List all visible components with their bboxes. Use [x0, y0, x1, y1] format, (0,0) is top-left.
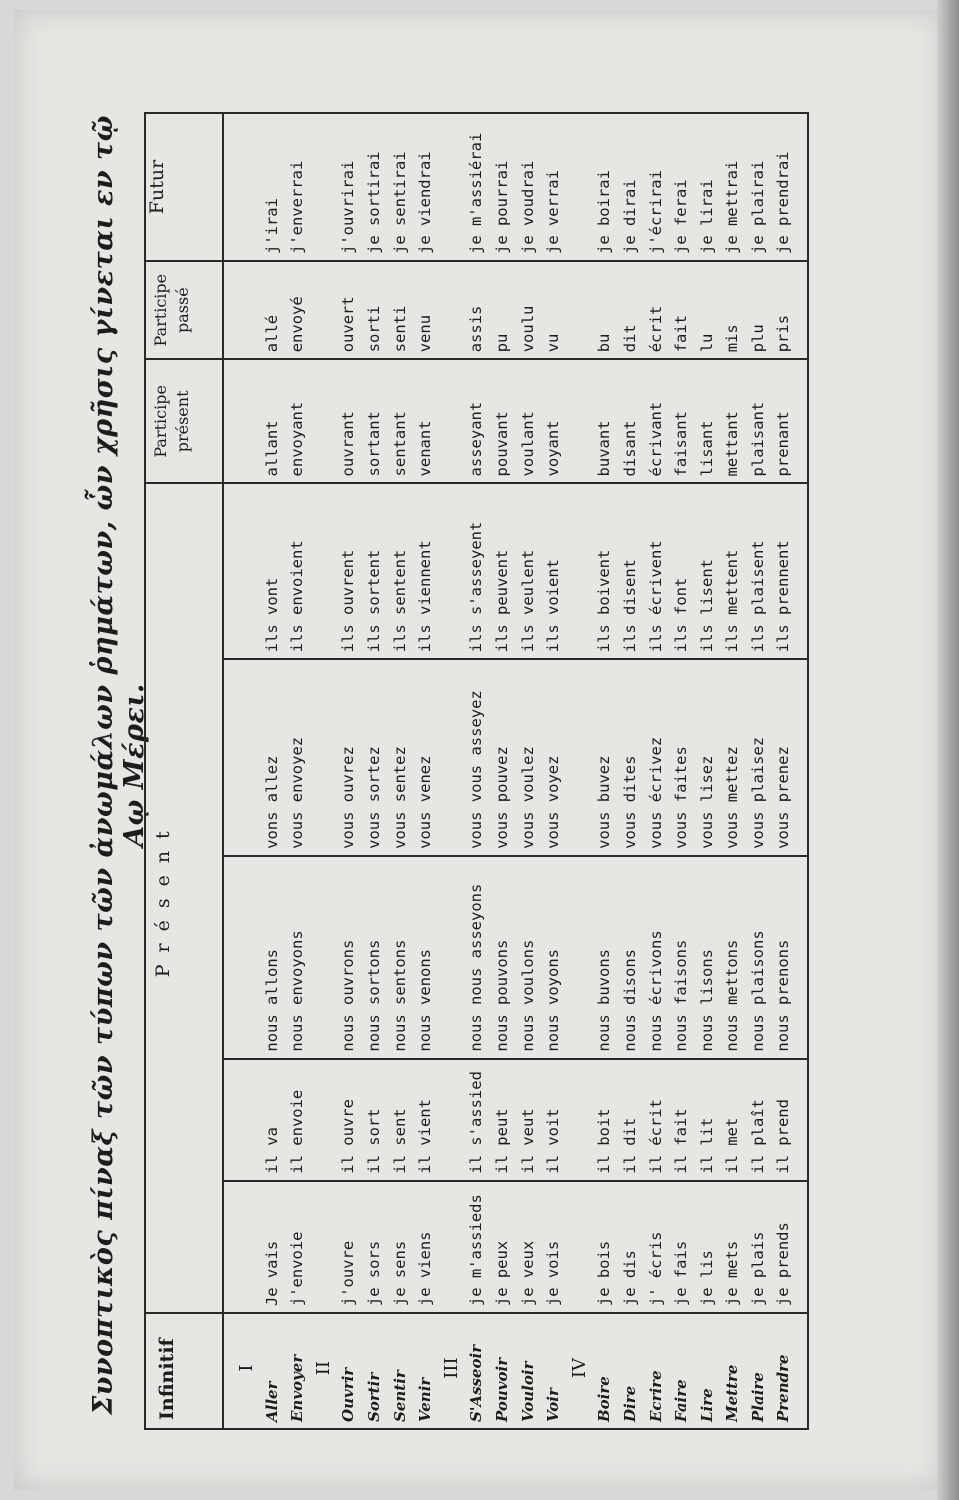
cell-ppres-12: voyant: [544, 420, 563, 477]
cell-futur-18: je lirai: [697, 179, 716, 255]
cell-p4-1: vons allez: [262, 755, 281, 849]
cell-p4-8: [439, 660, 465, 855]
cell-p4-15: vous dites: [620, 755, 639, 849]
cell-infinitif-0: I: [236, 1364, 257, 1372]
cell-p5-9: ils s'asseyent: [467, 521, 486, 653]
cell-p1-9: je m'assieds: [467, 1194, 486, 1307]
cell-p3-5: nous sortons: [364, 939, 383, 1052]
cell-ppres-20: plaisant: [748, 401, 767, 477]
cell-futur-16: j'écrirai: [646, 170, 665, 255]
cell-p3-13: [567, 857, 593, 1058]
cell-p2-12: il voit: [544, 1108, 563, 1174]
cell-futur-9: je m'assiérai: [467, 132, 486, 255]
cell-p2-11: il veut: [518, 1108, 537, 1174]
cell-p1-6: je sens: [390, 1240, 409, 1307]
cell-infinitif-1: Aller: [262, 1381, 281, 1422]
verb-table: [144, 112, 809, 1430]
cell-p2-8: [439, 1060, 465, 1180]
cell-p3-21: nous prenons: [774, 939, 793, 1052]
cell-ppasse-20: plu: [748, 324, 767, 353]
cell-p5-3: [311, 484, 337, 658]
cell-ppasse-7: venu: [416, 314, 435, 353]
cell-ppasse-10: pu: [492, 333, 511, 353]
cell-p2-21: il prend: [774, 1099, 793, 1174]
cell-p4-18: vous lisez: [697, 755, 716, 849]
cell-infinitif-16: Ecrire: [646, 1370, 665, 1422]
header-participe-present: [145, 359, 223, 483]
column-futur: [223, 113, 808, 261]
cell-ppasse-8: [439, 262, 465, 358]
cell-ppasse-17: fait: [672, 314, 691, 353]
cell-p4-0: [234, 660, 260, 855]
cell-p1-11: je veux: [518, 1240, 537, 1307]
cell-ppasse-18: lu: [697, 333, 716, 353]
cell-p5-1: ils vont: [262, 577, 281, 653]
cell-p1-1: Je vais: [262, 1240, 281, 1307]
cell-infinitif-15: Dire: [620, 1385, 639, 1422]
cell-ppasse-3: [311, 262, 337, 358]
cell-p3-7: nous venons: [416, 948, 435, 1052]
cell-p5-2: ils envoient: [288, 540, 307, 653]
cell-ppasse-2: envoyé: [288, 296, 307, 353]
cell-p1-12: je vois: [544, 1240, 563, 1307]
cell-ppres-9: asseyant: [467, 401, 486, 477]
cell-p2-19: il met: [723, 1117, 742, 1174]
cell-infinitif-2: Envoyer: [288, 1354, 307, 1422]
cell-p2-4: il ouvre: [339, 1099, 358, 1174]
cell-p1-20: je plais: [748, 1231, 767, 1307]
column-present-ils: [223, 483, 808, 659]
cell-p1-14: je bois: [595, 1240, 614, 1307]
cell-p4-9: vous vous asseyez: [467, 690, 486, 849]
cell-ppasse-15: dit: [620, 324, 639, 353]
cell-ppasse-5: sorti: [364, 305, 383, 353]
column-participe-present: [223, 359, 808, 483]
cell-p1-8: [439, 1182, 465, 1312]
page-title: Συνοπτικὸς πίναξ τῶν τύπων τῶν ἀνωμάλων ῥημάτων, ὧν χρῆσις γίνεται εν τῷ Αῳ Μέρει.: [88, 115, 150, 1415]
cell-p3-4: nous ouvrons: [339, 939, 358, 1052]
cell-futur-10: je pourrai: [492, 160, 511, 255]
cell-p2-5: il sort: [364, 1108, 383, 1174]
column-present-je: [223, 1181, 808, 1313]
cell-ppasse-1: allé: [262, 314, 281, 353]
cell-ppasse-0: [234, 262, 260, 358]
cell-p4-20: vous plaisez: [748, 736, 767, 849]
cell-ppres-19: mettant: [723, 411, 742, 477]
header-futur: Futur: [145, 113, 223, 261]
cell-p1-0: [234, 1182, 260, 1312]
cell-p4-21: vous prenez: [774, 746, 793, 849]
cell-p5-17: ils font: [672, 577, 691, 653]
cell-infinitif-10: Pouvoir: [492, 1357, 511, 1422]
column-infinitif: [223, 1313, 808, 1429]
cell-p4-12: vous voyez: [544, 755, 563, 849]
cell-infinitif-7: Venir: [416, 1377, 435, 1422]
cell-p2-6: il sent: [390, 1108, 409, 1174]
cell-infinitif-19: Mettre: [723, 1364, 742, 1422]
cell-p4-5: vous sortez: [364, 746, 383, 849]
cell-p1-13: [567, 1182, 593, 1312]
cell-p5-0: [234, 484, 260, 658]
cell-p5-19: ils mettent: [723, 549, 742, 653]
cell-p5-16: ils écrivent: [646, 540, 665, 653]
cell-p3-6: nous sentons: [390, 939, 409, 1052]
cell-ppasse-9: assis: [467, 305, 486, 353]
cell-p2-9: il s'assied: [467, 1071, 486, 1174]
cell-p1-18: je lis: [697, 1250, 716, 1307]
cell-infinitif-3: II: [312, 1360, 334, 1376]
cell-p3-14: nous buvons: [595, 948, 614, 1052]
cell-ppres-15: disant: [620, 420, 639, 477]
cell-ppasse-14: bu: [595, 333, 614, 353]
cell-p3-17: nous faisons: [672, 939, 691, 1052]
cell-futur-13: [567, 114, 593, 260]
cell-infinitif-13: IV: [568, 1358, 590, 1379]
cell-p3-10: nous pouvons: [492, 939, 511, 1052]
cell-infinitif-17: Faire: [672, 1379, 691, 1422]
cell-p5-21: ils prennent: [774, 540, 793, 653]
cell-p4-7: vous venez: [416, 755, 435, 849]
cell-p5-6: ils sentent: [390, 549, 409, 653]
cell-p1-21: je prends: [774, 1222, 793, 1307]
cell-infinitif-11: Vouloir: [518, 1361, 537, 1422]
cell-p5-12: ils voient: [544, 558, 563, 653]
cell-ppres-8: [439, 360, 465, 482]
cell-p5-20: ils plaisent: [748, 540, 767, 653]
cell-p5-18: ils lisent: [697, 558, 716, 653]
cell-p2-17: il fait: [672, 1108, 691, 1174]
cell-p5-14: ils boivent: [595, 549, 614, 653]
column-present-nous: [223, 856, 808, 1059]
cell-p1-19: je mets: [723, 1240, 742, 1307]
cell-p4-3: [311, 660, 337, 855]
cell-p2-2: il envoie: [288, 1089, 307, 1174]
rotated-table-area: [88, 100, 878, 1430]
cell-p4-11: vous voulez: [518, 746, 537, 849]
cell-futur-0: [234, 114, 260, 260]
cell-ppres-14: buvant: [595, 420, 614, 477]
cell-p3-9: nous nous asseyons: [467, 883, 486, 1052]
cell-p3-20: nous plaisons: [748, 930, 767, 1052]
cell-p3-11: nous voulons: [518, 939, 537, 1052]
cell-ppasse-13: [567, 262, 593, 358]
cell-futur-14: je boirai: [595, 170, 614, 255]
cell-p4-2: vous envoyez: [288, 736, 307, 849]
cell-p5-13: [567, 484, 593, 658]
cell-p2-18: il lit: [697, 1117, 716, 1174]
cell-futur-8: [439, 114, 465, 260]
cell-ppasse-11: voulu: [518, 305, 537, 353]
cell-p1-16: j' écris: [646, 1231, 665, 1307]
cell-infinitif-5: Sortir: [364, 1372, 383, 1422]
cell-infinitif-18: Lire: [697, 1388, 716, 1422]
cell-ppres-7: venant: [416, 420, 435, 477]
cell-infinitif-20: Plaire: [748, 1372, 767, 1422]
cell-p3-18: nous lisons: [697, 948, 716, 1052]
cell-infinitif-12: Voir: [544, 1388, 563, 1422]
cell-p2-14: il boit: [595, 1108, 614, 1174]
cell-infinitif-8: III: [440, 1357, 462, 1379]
cell-p3-3: [311, 857, 337, 1058]
cell-p2-1: il va: [262, 1127, 281, 1174]
cell-p4-6: vous sentez: [390, 746, 409, 849]
cell-p2-3: [311, 1060, 337, 1180]
cell-p4-13: [567, 660, 593, 855]
cell-infinitif-9: S'Asseoir: [467, 1344, 486, 1422]
cell-p5-5: ils sortent: [364, 549, 383, 653]
cell-ppres-13: [567, 360, 593, 482]
cell-ppres-6: sentant: [390, 411, 409, 477]
cell-futur-15: je dirai: [620, 179, 639, 255]
cell-p3-8: [439, 857, 465, 1058]
cell-ppres-4: ouvrant: [339, 411, 358, 477]
cell-ppres-2: envoyant: [288, 401, 307, 477]
column-participe-passe: [223, 261, 808, 359]
cell-futur-2: j'enverrai: [288, 160, 307, 255]
header-participe-passe-1: Participe: [151, 273, 170, 347]
cell-p4-14: vous buvez: [595, 755, 614, 849]
cell-ppres-5: sortant: [364, 411, 383, 477]
cell-p5-8: [439, 484, 465, 658]
cell-futur-20: je plairai: [748, 160, 767, 255]
cell-p1-15: je dis: [620, 1250, 639, 1307]
cell-p3-1: nous allons: [262, 948, 281, 1052]
cell-ppres-18: lisant: [697, 420, 716, 477]
cell-futur-4: j'ouvrirai: [339, 160, 358, 255]
cell-ppasse-21: pris: [774, 314, 793, 353]
cell-ppres-17: faisant: [672, 411, 691, 477]
cell-futur-11: je voudrai: [518, 160, 537, 255]
cell-p5-7: ils viennent: [416, 540, 435, 653]
column-present-il: [223, 1059, 808, 1181]
cell-p5-11: ils veulent: [518, 549, 537, 653]
cell-p3-19: nous mettons: [723, 939, 742, 1052]
cell-p3-16: nous écrivons: [646, 930, 665, 1052]
cell-futur-5: je sortirai: [364, 151, 383, 255]
cell-ppres-21: prenant: [774, 411, 793, 477]
cell-p5-4: ils ouvrent: [339, 549, 358, 653]
cell-p2-20: il plaît: [748, 1099, 767, 1174]
cell-futur-17: je ferai: [672, 179, 691, 255]
cell-p2-10: il peut: [492, 1108, 511, 1174]
cell-futur-19: je mettrai: [723, 160, 742, 255]
cell-p4-16: vous écrivez: [646, 736, 665, 849]
header-present: Présent: [145, 483, 223, 1313]
cell-p1-4: j'ouvre: [339, 1240, 358, 1307]
cell-p1-10: je peux: [492, 1240, 511, 1307]
cell-p3-12: nous voyons: [544, 948, 563, 1052]
cell-p2-7: il vient: [416, 1099, 435, 1174]
cell-p4-17: vous faites: [672, 746, 691, 849]
cell-p2-0: [234, 1060, 260, 1180]
cell-infinitif-14: Boire: [595, 1376, 614, 1422]
cell-futur-12: je verrai: [544, 170, 563, 255]
cell-ppres-16: écrivant: [646, 401, 665, 477]
cell-p2-13: [567, 1060, 593, 1180]
cell-p2-15: il dit: [620, 1117, 639, 1174]
cell-infinitif-6: Sentir: [390, 1370, 409, 1422]
cell-p1-3: [311, 1182, 337, 1312]
cell-ppres-10: pouvant: [492, 411, 511, 477]
cell-ppres-11: voulant: [518, 411, 537, 477]
cell-p5-10: ils peuvent: [492, 549, 511, 653]
header-participe-passe: [145, 261, 223, 359]
column-present-vous: [223, 659, 808, 856]
cell-p1-5: je sors: [364, 1240, 383, 1307]
cell-ppasse-19: mis: [723, 324, 742, 353]
cell-p4-4: vous ouvrez: [339, 746, 358, 849]
cell-p1-2: j'envoie: [288, 1231, 307, 1307]
header-participe-present-1: Participe: [151, 385, 170, 458]
cell-futur-7: je viendrai: [416, 151, 435, 255]
cell-infinitif-4: Ouvrir: [339, 1367, 358, 1422]
cell-p5-15: ils disent: [620, 558, 639, 653]
cell-ppres-1: allant: [262, 420, 281, 477]
cell-p3-0: [234, 857, 260, 1058]
cell-ppres-3: [311, 360, 337, 482]
cell-ppasse-6: senti: [390, 305, 409, 353]
header-participe-passe-2: passé: [173, 287, 192, 333]
cell-p1-7: je viens: [416, 1231, 435, 1307]
cell-p3-2: nous envoyons: [288, 930, 307, 1052]
cell-futur-21: je prendrai: [774, 151, 793, 255]
cell-p1-17: je fais: [672, 1240, 691, 1307]
cell-ppasse-4: ouvert: [339, 296, 358, 353]
cell-p2-16: il écrit: [646, 1099, 665, 1174]
cell-p4-19: vous mettez: [723, 746, 742, 849]
cell-infinitif-21: Prendre: [774, 1354, 793, 1422]
cell-futur-3: [311, 114, 337, 260]
cell-futur-1: j'irai: [262, 198, 281, 255]
header-participe-present-2: présent: [173, 390, 192, 453]
cell-p4-10: vous pouvez: [492, 746, 511, 849]
page-edge: [937, 0, 959, 1500]
cell-ppasse-16: écrit: [646, 305, 665, 353]
cell-p3-15: nous disons: [620, 948, 639, 1052]
header-infinitif: Infinitif: [145, 1313, 223, 1429]
cell-futur-6: je sentirai: [390, 151, 409, 255]
cell-ppres-0: [234, 360, 260, 482]
cell-ppasse-12: vu: [544, 333, 563, 353]
